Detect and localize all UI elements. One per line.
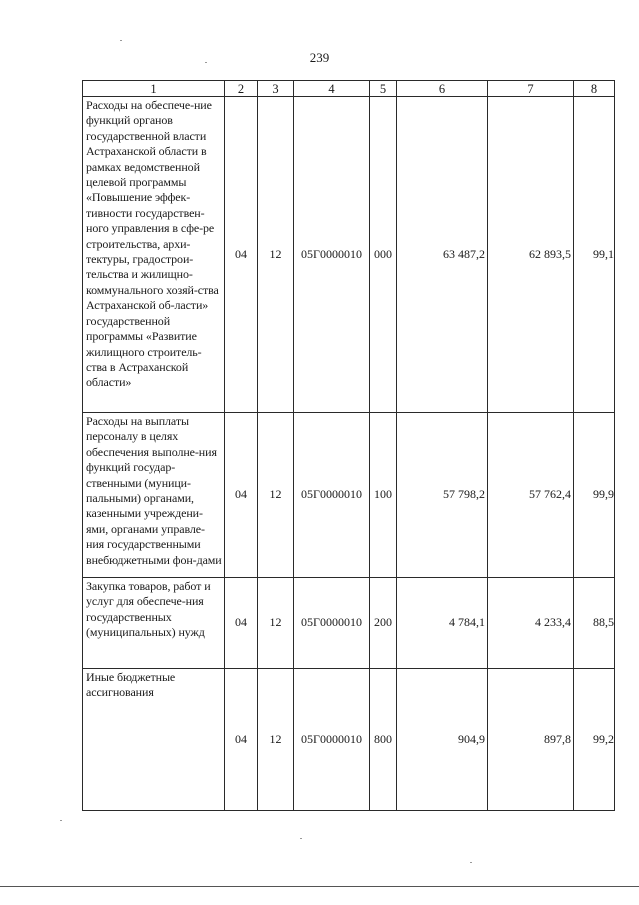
scan-speck [300, 838, 302, 839]
row-section: 04 [225, 578, 258, 669]
header-cell-6: 6 [397, 81, 488, 97]
row-description: Закупка товаров, работ и услуг для обеспече-ния государственных (муниципальных) нужд [83, 578, 225, 669]
scan-speck [470, 862, 472, 863]
row-section: 04 [225, 97, 258, 413]
row-subsection: 12 [258, 97, 294, 413]
row-target-item: 05Г0000010 [294, 413, 370, 578]
row-target-item: 05Г0000010 [294, 578, 370, 669]
row-section: 04 [225, 669, 258, 811]
scan-speck [60, 820, 62, 821]
row-expense-type: 800 [370, 669, 397, 811]
row-percent: 99,1 [574, 97, 615, 413]
row-percent: 99,9 [574, 413, 615, 578]
row-percent: 88,5 [574, 578, 615, 669]
header-cell-7: 7 [488, 81, 574, 97]
header-cell-2: 2 [225, 81, 258, 97]
header-row [83, 81, 615, 97]
scan-speck [120, 40, 122, 41]
scan-edge-line [0, 886, 639, 887]
header-cell-5: 5 [370, 81, 397, 97]
table-row [83, 413, 615, 578]
page-number: 239 [309, 50, 330, 65]
scan-speck [205, 62, 207, 63]
row-executed: 57 762,4 [488, 413, 574, 578]
row-subsection: 12 [258, 413, 294, 578]
table-row [83, 578, 615, 669]
row-expense-type: 100 [370, 413, 397, 578]
row-percent: 99,2 [574, 669, 615, 811]
row-description: Расходы на выплаты персоналу в целях обеспечения выполне-ния функций государ-ственными (муници-пальными) органами, казенными учреждени-ями, органами управле-ния государственными внебюджетными фон-дами [83, 413, 225, 578]
row-target-item: 05Г0000010 [294, 669, 370, 811]
row-planned: 904,9 [397, 669, 488, 811]
header-cell-4: 4 [294, 81, 370, 97]
header-cell-1: 1 [83, 81, 225, 97]
table-row [83, 669, 615, 811]
row-executed: 62 893,5 [488, 97, 574, 413]
budget-table [82, 80, 615, 811]
row-planned: 63 487,2 [397, 97, 488, 413]
row-expense-type: 200 [370, 578, 397, 669]
row-planned: 4 784,1 [397, 578, 488, 669]
row-subsection: 12 [258, 669, 294, 811]
row-executed: 897,8 [488, 669, 574, 811]
row-target-item: 05Г0000010 [294, 97, 370, 413]
row-description: Расходы на обеспече-ние функций органов государственной власти Астраханской области в рамках ведомственной целевой программы «Повышение эффек-тивности государствен-ного управления в сфе-ре строительства, архи-тектуры, градострои-тельства и жилищно-коммунального хозяй-ства Астраханской об-ласти» государственной программы «Развитие жилищного строитель-ства в Астраханской области» [83, 97, 225, 413]
header-cell-3: 3 [258, 81, 294, 97]
row-executed: 4 233,4 [488, 578, 574, 669]
header-cell-8: 8 [574, 81, 615, 97]
row-planned: 57 798,2 [397, 413, 488, 578]
row-expense-type: 000 [370, 97, 397, 413]
table-row [83, 97, 615, 413]
row-description: Иные бюджетные ассигнования [83, 669, 225, 811]
row-section: 04 [225, 413, 258, 578]
row-subsection: 12 [258, 578, 294, 669]
